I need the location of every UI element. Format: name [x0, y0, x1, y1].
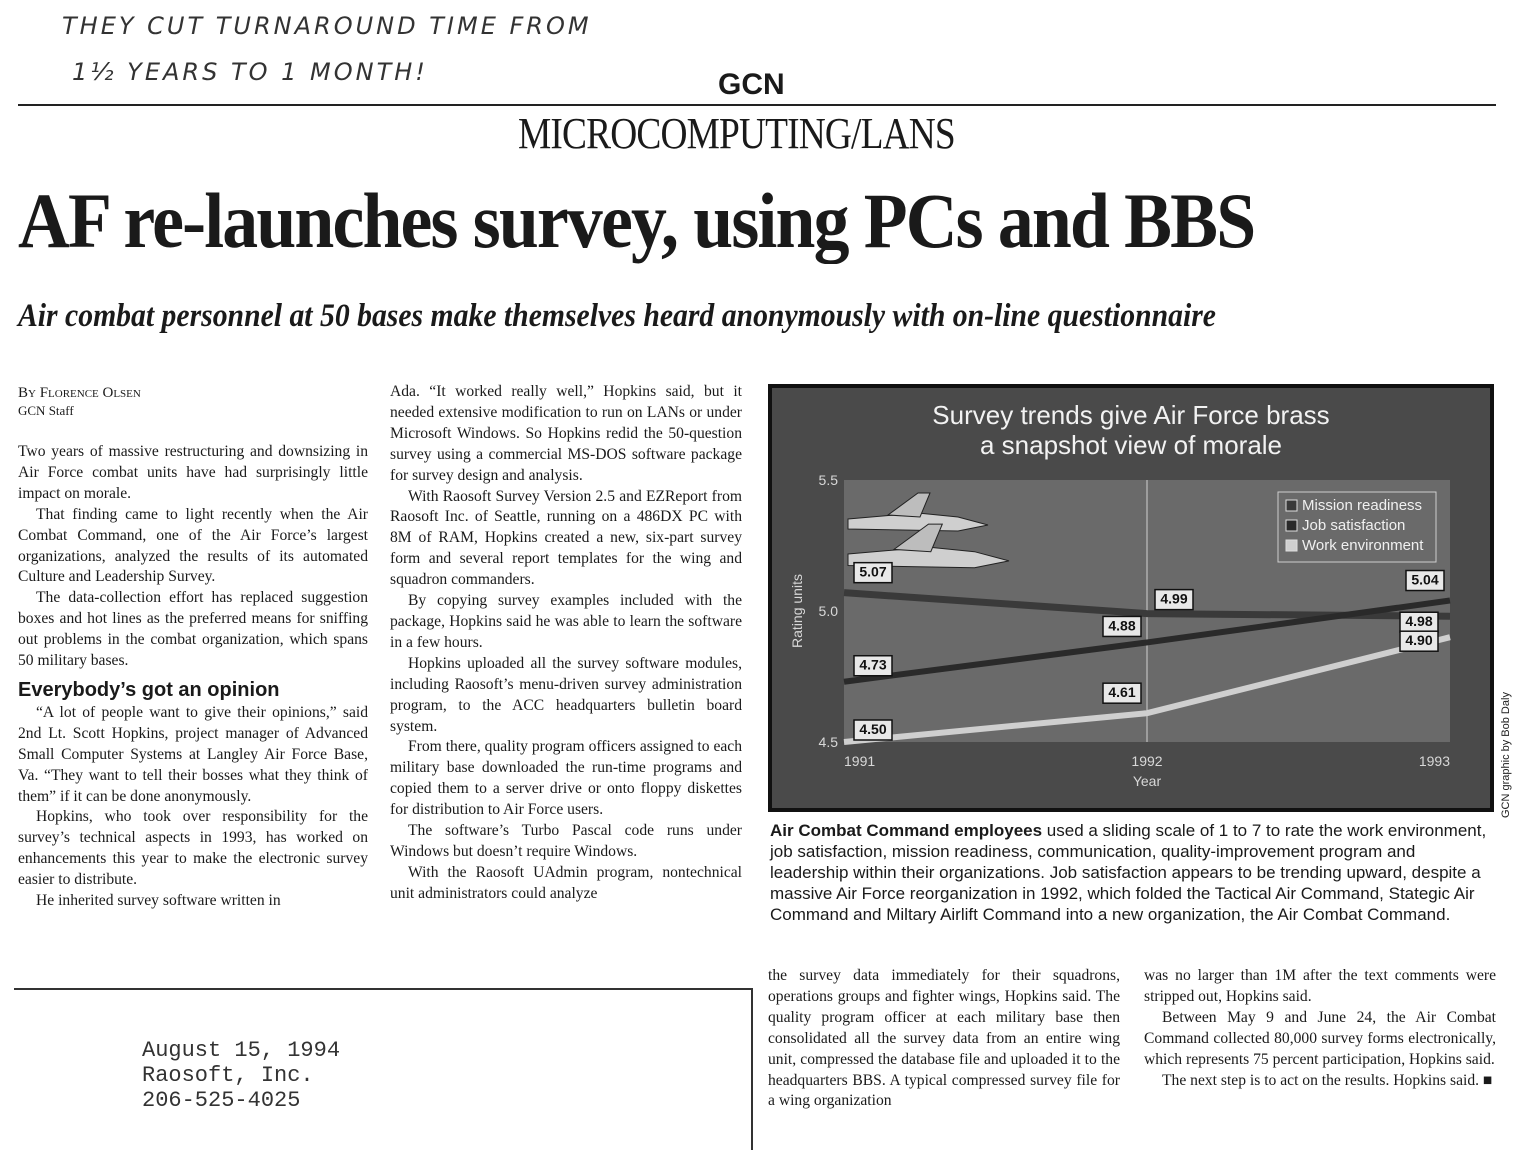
survey-chart [768, 384, 1494, 812]
data-label: 4.61 [1108, 684, 1136, 701]
article-column-1 [18, 384, 368, 912]
y-tick-label: 5.5 [818, 472, 838, 488]
chart-title-line1: Survey trends give Air Force brass [932, 400, 1330, 430]
stamp-company: Raosoft, Inc. [142, 1063, 314, 1088]
article-column-4 [1144, 966, 1496, 1091]
chart-caption [770, 820, 1490, 925]
paragraph: Hopkins, who took over responsibility for the survey’s technical aspects in 1993, has worked on enhancements this year to make the electronic survey easier to distribute. [18, 808, 368, 889]
clipping-edge-vertical [751, 988, 753, 1150]
clipping-edge [14, 988, 752, 990]
caption-text: used a sliding scale of 1 to 7 to rate the work environment, job satisfaction, mission readiness, communication, quality-improvement program and leadership within their organizations. Job satisfaction appears to be trending upward, despite a massive Air Force reorganization in 1992, which folded the Tactical Air Command, Stategic Air Command and Miltary Airlift Command into a new organization, the Air Combat Command. [770, 821, 1487, 924]
x-tick-label: 1992 [1131, 753, 1163, 769]
data-label: 5.04 [1411, 571, 1439, 588]
paragraph: From there, quality program officers assigned to each military base downloaded the run-time programs and copied them to a server drive or onto floppy diskettes for distribution to Air Force users. [390, 738, 743, 819]
paragraph: Two years of massive restructuring and downsizing in Air Force combat units have had surprisingly little impact on morale. [18, 443, 368, 502]
article-column-3 [768, 966, 1120, 1112]
data-label: 4.90 [1405, 632, 1433, 649]
section-title: MICROCOMPUTING/LANS [518, 109, 955, 158]
paragraph: He inherited survey software written in [36, 892, 281, 910]
paragraph: Hopkins uploaded all the survey software modules, including Raosoft’s menu-driven survey administration program, to the ACC headquarters bulletin board system. [390, 654, 742, 735]
byline-staff: GCN Staff [18, 403, 74, 418]
paragraph: That finding came to light recently when the Air Combat Command, one of the Air Force’s largest organizations, analyzed the results of its automated Culture and Leadership Survey. [18, 505, 368, 586]
paragraph: Between May 9 and June 24, the Air Combat Command collected 80,000 survey forms electronically, which represents 75 percent participation, Hopkins said. [1144, 1008, 1496, 1068]
paragraph: By copying survey examples included with the package, Hopkins said he was able to learn the software in a few hours. [390, 592, 742, 651]
legend-swatch [1286, 520, 1297, 531]
legend-entry: Job satisfaction [1302, 517, 1406, 534]
subhead: Everybody’s got an opinion [18, 678, 280, 701]
paragraph: was no larger than 1M after the text comments were stripped out, Hopkins said. [1144, 967, 1496, 1005]
paragraph: Ada. “It worked really well,” Hopkins said, but it needed extensive modification to run on LANs or under Microsoft Windows. So Hopkins redid the 50-question survey using a commercial MS-DOS software package for survey design and analysis. [390, 383, 742, 484]
headline: AF re-launches survey, using PCs and BBS [18, 177, 1255, 264]
data-label: 5.07 [859, 563, 887, 580]
paragraph: The data-collection effort has replaced suggestion boxes and hot lines as the preferred means for sniffing out problems in the combat organization, which spans 50 military bases. [18, 589, 368, 670]
x-axis-label: Year [1132, 773, 1162, 789]
stamp-phone: 206-525-4025 [142, 1088, 301, 1113]
paragraph: The software’s Turbo Pascal code runs under Windows but doesn’t require Windows. [390, 822, 742, 860]
legend-entry: Work environment [1302, 537, 1424, 554]
byline [18, 384, 368, 420]
y-axis-label: Rating units [789, 574, 805, 648]
chart-title-line2: a snapshot view of morale [979, 430, 1283, 460]
y-tick-label: 5.0 [818, 603, 838, 619]
y-tick-label: 4.5 [818, 734, 838, 750]
legend-entry: Mission readiness [1302, 497, 1423, 514]
deck: Air combat personnel at 50 bases make themselves heard anonymously with on-line questionnaire [18, 298, 1216, 334]
masthead-rule [18, 104, 1496, 106]
handwritten-note-line2: 1½ YEARS TO 1 MONTH! [72, 58, 428, 86]
paragraph: “A lot of people want to give their opinions,” said 2nd Lt. Scott Hopkins, project manager of Advanced Small Computer Systems at Langley Air Force Base, Va. “They want to tell their bosses what they think of them” if it can be done anonymously. [18, 703, 368, 805]
date-stamp [142, 1038, 340, 1113]
handwritten-note-line1: THEY CUT TURNAROUND TIME FROM [62, 12, 592, 40]
x-tick-label: 1993 [1418, 753, 1450, 769]
chart-credit: GCN graphic by Bob Daly [1500, 692, 1512, 818]
data-label: 4.98 [1405, 613, 1433, 630]
data-label: 4.88 [1108, 617, 1136, 634]
data-label: 4.73 [859, 656, 887, 673]
paragraph: With the Raosoft UAdmin program, nontechnical unit administrators could analyze [390, 863, 742, 902]
data-label: 4.50 [859, 721, 887, 737]
caption-lead: Air Combat Command employees [770, 821, 1043, 840]
masthead: GCN [718, 68, 785, 101]
legend-swatch [1286, 500, 1297, 511]
paragraph: The next step is to act on the results. Hopkins said. ■ [1162, 1071, 1493, 1089]
x-tick-label: 1991 [844, 753, 876, 769]
article-column-2 [390, 382, 742, 905]
data-label: 4.99 [1160, 590, 1188, 607]
paragraph: the survey data immediately for their squadrons, operations groups and fighter wings, Hopkins said. The quality program officer at each military base then consolidated all the survey data from an entire wing unit, compressed the database file and uploaded it to the headquarters BBS. A typical compressed survey file for a wing organization [768, 967, 1120, 1110]
legend-swatch [1286, 540, 1297, 551]
chart-figure [768, 384, 1494, 812]
paragraph: With Raosoft Survey Version 2.5 and EZReport from Raosoft Inc. of Seattle, running on a 486DX PC with 8M of RAM, Hopkins created a new, six-part survey form and several report templates for the wing and squadron commanders. [390, 487, 742, 589]
stamp-date: August 15, 1994 [142, 1038, 341, 1063]
byline-author: By Florence Olsen [18, 385, 141, 401]
